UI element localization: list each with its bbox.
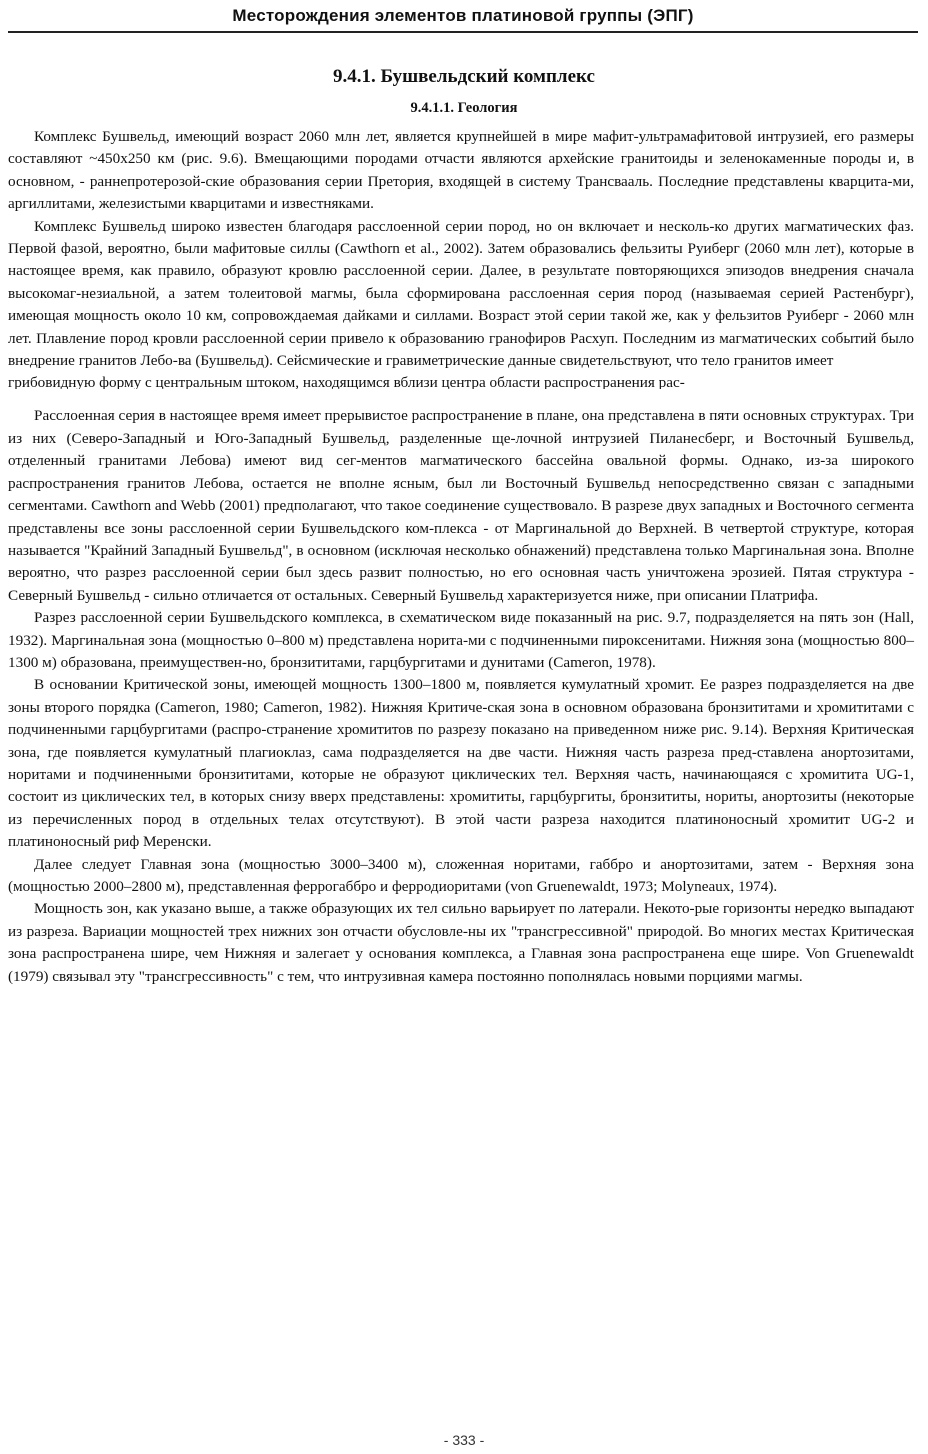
paragraph-6: Далее следует Главная зона (мощностью 3000–3400 м), сложенная норитами, габбро и анортозитами, затем - Верхняя зона (мощностью 2000–2800 м), представленная феррогаббро и ферродиоритами (von Gruenewaldt, 1973; Molyneaux, 1974). <box>8 855 914 895</box>
running-header: Месторождения элементов платиновой группы (ЭПГ) <box>232 6 694 25</box>
article-body <box>8 126 914 988</box>
subsection-title: 9.4.1.1. Геология <box>410 100 518 116</box>
paragraph-4: Разрез расслоенной серии Бушвельдского комплекса, в схематическом виде показанный на рис. 9.7, подразделяется на пять зон (Hall, 1932). Маргинальная зона (мощностью 0–800 м) представлена норита-ми с подчиненными пироксенитами. Нижняя зона (мощностью 800–1300 м) образована, преимуществен-но, бронзититами, гарцбургитами и дунитами (Cameron, 1978). <box>8 609 914 671</box>
paragraph-2: Комплекс Бушвельд широко известен благодаря расслоенной серии пород, но он включает и несколь-ко других магматических фаз. Первой фазой, вероятно, были мафитовые силлы (Cawthorn et al., 2002). Затем образовались фельзиты Руиберг (2060 млн лет), которые в настоящее время, как правило, образуют кровлю расслоенной серии. Далее, в результате повторяющихся эпизодов внедрения сначала высокомаг-незиальной, а затем толеитовой магмы, была сформирована расслоенная серия пород (называемая серией Растенбург), имеющая мощность около 10 км, сопровождаемая дайками и силлами. Возраст этой серии такой же, как у фельзитов Руиберг - 2060 млн лет. Плавление пород кровли расслоенной серии привело к образованию гранофиров Расхуп. Последним из магматических событий было внедрение гранитов Лебо-ва (Бушвельд). Сейсмические и гравиметрические данные свидетельствуют, что тело гранитов имеет <box>8 217 914 370</box>
paragraph-7: Мощность зон, как указано выше, а также образующих их тел сильно варьирует по латерали. Некото-рые горизонты нередко выпадают из разреза. Вариации мощностей трех нижних зон отчасти обусловле-ны их "трансгрессивной" природой. Во многих местах Критическая зона распространена шире, чем Нижняя и залегает у основания комплекса, а Главная зона распространена еще шире. Von Gruenewaldt (1979) связывал эту "трансгрессивность" с тем, что интрузивная камера постоянно пополнялась новыми порциями магмы. <box>8 900 914 985</box>
paragraph-1: Комплекс Бушвельд, имеющий возраст 2060 млн лет, является крупнейшей в мире мафит-ультрамафитовой интрузией, его размеры составляют ~450х250 км (рис. 9.6). Вмещающими породами отчасти являются архейские гранитоиды и зеленокаменные породы и, в основном, - раннепротерозой-ские образования серии Претория, входящей в систему Трансвааль. Последние представлены кварцита-ми, аргиллитами, железистыми кварцитами и известняками. <box>8 128 914 213</box>
cut-line: грибовидную форму с центральным штоком, находящимся вблизи центра области распространения рас- <box>8 374 685 390</box>
cut-off-lines <box>8 372 914 389</box>
paragraph-3: Расслоенная серия в настоящее время имеет прерывистое распространение в плане, она представлена в пяти основных структурах. Три из них (Северо-Западный и Юго-Западный Бушвельд, разделенные ще-лочной интрузией Пиланесберг, и Восточный Бушвельд, отделенный гранитами Лебова) имеют вид сег-ментов магматического бассейна овальной формы. Однако, из-за широкого распространения гранитов Лебова, остается не вполне ясным, был ли Восточный Бушвельд непосредственно связан с западными сегментами. Cawthorn and Webb (2001) предполагают, что такое соединение существовало. В разрезе двух западных и Восточного сегмента представлены все зоны расслоенной серии Бушвельдского ком-плекса - от Маргинальной до Верхней. В четвертой структуре, которая называется "Крайний Западный Бушвельд", в основном (исключая несколько обнажений) представлена только Маргинальная зона. Вполне вероятно, что разрез расслоенной серии был здесь развит полностью, но его основная часть уничтожена эрозией. Пятая структура - Северный Бушвельд - сильно отличается от остальных. Северный Бушвельд характеризуется ниже, при описании Платрифа. <box>8 407 914 604</box>
page-number: - 333 - <box>443 1432 485 1448</box>
section-title: 9.4.1. Бушвельдский комплекс <box>333 66 595 87</box>
paragraph-5: В основании Критической зоны, имеющей мощность 1300–1800 м, появляется кумулатный хромит. Ее разрез подразделяется на две зоны второго порядка (Cameron, 1980; Cameron, 1982). Нижняя Критиче-ская зона в основном образована бронзититами и хромититами с подчиненными гарцбургитами (распро-странение хромититов по разрезу показано на приведенном ниже рис. 9.14). Верхняя Критическая зона, где появляется кумулатный плагиоклаз, сама подразделяется на две части. Нижняя часть разреза пред-ставлена анортозитами, норитами и подчиненными бронзититами, которые не образуют циклических тел. Верхняя часть, начинающаяся с хромитита UG-1, состоит из циклических тел, в которых снизу вверх представлены: хромититы, гарцбургиты, бронзититы, нориты, анортозиты (некоторые из перечисленных пород в отдельных телах отсутствуют). В этой части разреза находится платиноносный хромитит UG-2 и платиноносный риф Меренски. <box>8 676 914 851</box>
header-rule <box>8 31 918 33</box>
